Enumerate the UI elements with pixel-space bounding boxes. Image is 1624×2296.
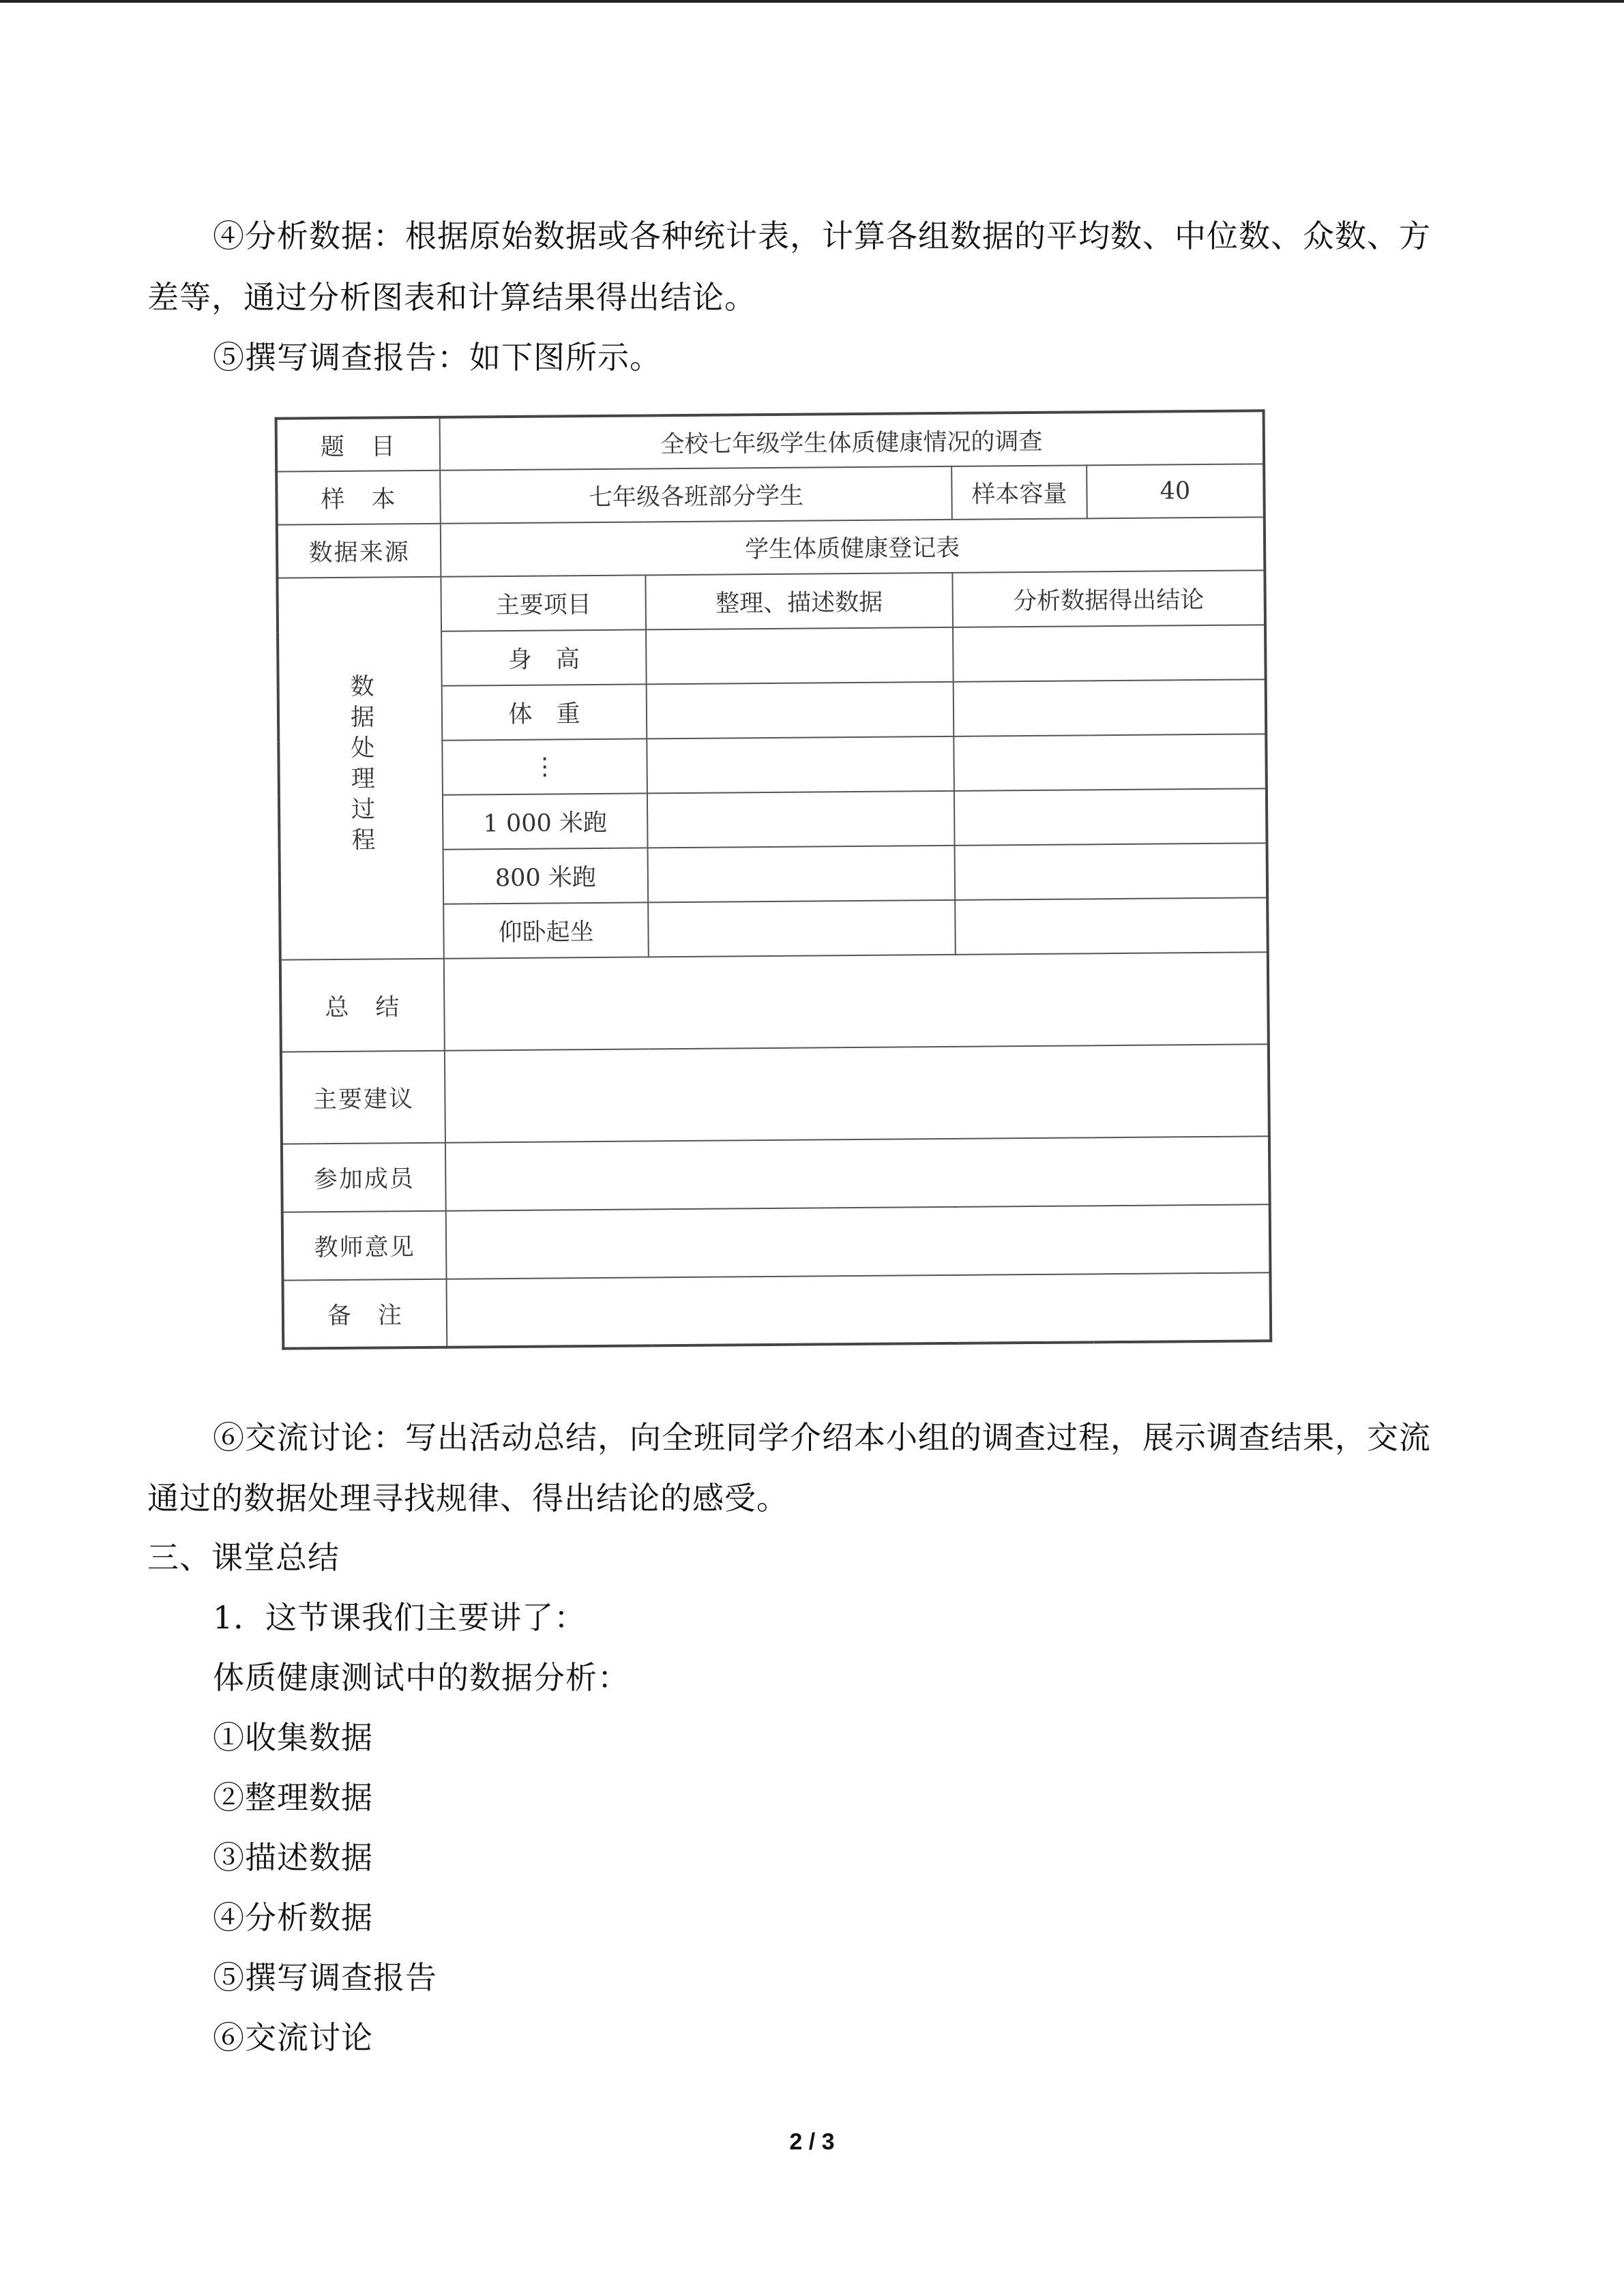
form-members-label: 参加成员 (282, 1143, 446, 1212)
form-source-value: 学生体质健康登记表 (441, 517, 1265, 576)
paragraph-discuss-line1: ⑥交流讨论：写出活动总结，向全班同学介绍本小组的调查过程，展示调查结果，交流 (213, 1419, 1431, 1456)
summary-step: ④分析数据 (213, 1899, 373, 1936)
form-empty-cell (955, 897, 1268, 955)
summary-topic: 体质健康测试中的数据分析： (213, 1659, 630, 1696)
form-item-weight: 体 重 (442, 684, 647, 740)
section-title: 三、课堂总结 (147, 1539, 340, 1576)
form-empty-cell (954, 734, 1267, 791)
form-item-800m-run: 800 米跑 (443, 848, 649, 904)
form-teacher-label: 教师意见 (282, 1211, 447, 1281)
form-remarks-value (446, 1272, 1271, 1347)
form-process-cell (277, 577, 443, 960)
form-empty-cell (648, 846, 956, 903)
summary-step: ②整理数据 (213, 1779, 373, 1816)
form-advice-label: 主要建议 (281, 1051, 445, 1144)
summary-step: ⑤撰写调查报告 (213, 1959, 437, 1996)
form-topic-value: 全校七年级学生体质健康情况的调查 (440, 411, 1265, 470)
summary-intro: 1．这节课我们主要讲了： (213, 1599, 587, 1636)
form-process-label: 数据处理过程 (346, 673, 376, 858)
summary-step: ①收集数据 (213, 1719, 373, 1756)
summary-step: ⑥交流讨论 (213, 2019, 373, 2056)
form-summary-label: 总 结 (280, 959, 445, 1052)
form-empty-cell (953, 625, 1266, 682)
form-item-ellipsis: ⋮ (442, 739, 647, 794)
form-empty-cell (647, 736, 954, 794)
form-empty-cell (648, 900, 956, 957)
paragraph-analyze-line2: 差等，通过分析图表和计算结果得出结论。 (147, 279, 756, 316)
survey-report-form (275, 409, 1270, 1365)
form-empty-cell (647, 791, 955, 848)
form-capacity-value: 40 (1087, 464, 1265, 518)
form-topic-label: 题 目 (276, 417, 441, 472)
paragraph-report: ⑤撰写调查报告：如下图所示。 (213, 339, 662, 376)
form-remarks-label: 备 注 (283, 1279, 447, 1349)
form-advice-value (445, 1044, 1269, 1142)
form-item-1000m-run: 1 000 米跑 (443, 793, 648, 849)
form-col-describe: 整理、描述数据 (645, 573, 953, 630)
paragraph-analyze-line1: ④分析数据：根据原始数据或各种统计表，计算各组数据的平均数、中位数、众数、方 (213, 218, 1431, 254)
form-teacher-value (446, 1204, 1271, 1279)
page-top-border (0, 0, 1624, 3)
form-sample-label: 样 本 (276, 471, 441, 525)
summary-step: ③描述数据 (213, 1839, 373, 1876)
form-item-situps: 仰卧起坐 (443, 902, 649, 958)
paragraph-discuss-line2: 通过的数据处理寻找规律、得出结论的感受。 (147, 1480, 788, 1517)
form-sample-value: 七年级各班部分学生 (440, 466, 952, 524)
form-empty-cell (955, 843, 1268, 900)
form-item-height: 身 高 (441, 629, 647, 685)
form-empty-cell (646, 627, 954, 685)
form-members-value (445, 1136, 1270, 1210)
form-empty-cell (647, 682, 954, 739)
form-source-label: 数据来源 (277, 524, 441, 578)
form-col-conclude: 分析数据得出结论 (952, 570, 1265, 627)
form-empty-cell (954, 679, 1267, 736)
form-col-item: 主要项目 (441, 575, 646, 631)
page-number: 2 / 3 (789, 2129, 835, 2155)
form-capacity-label: 样本容量 (951, 465, 1087, 520)
form-empty-cell (954, 788, 1267, 846)
form-summary-value (444, 952, 1269, 1050)
